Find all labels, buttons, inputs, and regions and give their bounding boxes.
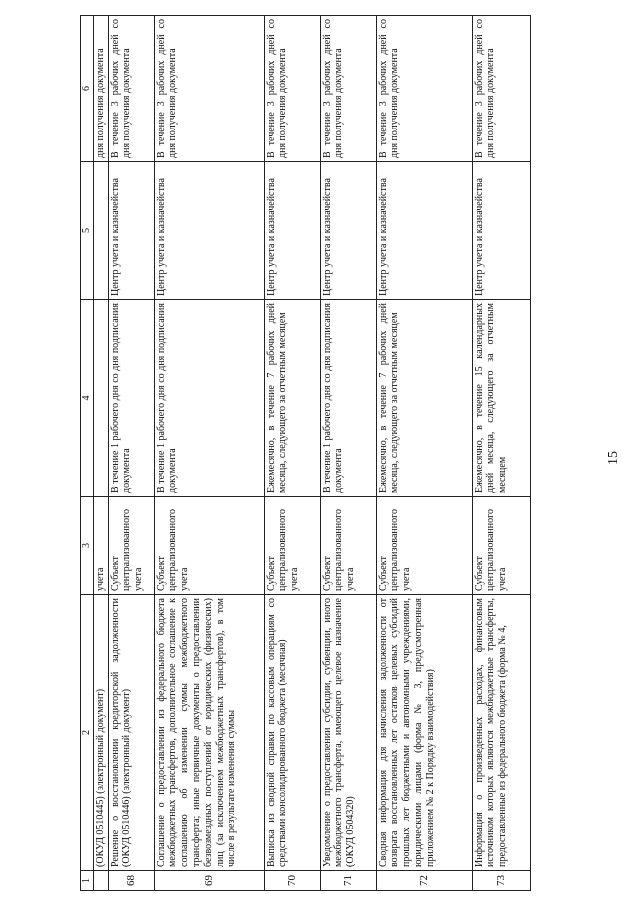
page-number: 15 [606, 451, 621, 465]
deadline-cell: Ежемесячно, в течение 7 рабочих дней месяца, следующего за отчетным месяцем [376, 300, 472, 497]
document-cell: Решение о восстановлении кредиторской задолженности (ОКУД 0510446) (электронный документ) [108, 595, 154, 871]
subject-cell: Субъект централизованного учета [472, 497, 530, 595]
row-number: 68 [108, 871, 154, 891]
document-cell: Сводная информация для начисления задолженности от возврата восстановленных лет остатков целевых субсидий прошлых лет бюджетными и автономными учреждениями, юридическими лицами (форма № 3, предусмотренная приложением № 2 к Порядку взаимодействия) [376, 595, 472, 871]
row-number: 73 [472, 871, 530, 891]
term-cell: В течение 3 рабочих дней со дня получения документа [154, 16, 264, 162]
carry-over-row [93, 16, 108, 891]
row-number: 72 [376, 871, 472, 891]
table-row [320, 16, 376, 891]
term-cell: В течение 3 рабочих дней со дня получения документа [108, 16, 154, 162]
header-cell: 3 [81, 497, 94, 595]
recipient-cell: Центр учета и казначейства [154, 162, 264, 300]
term-cell: В течение 3 рабочих дней со дня получения документа [264, 16, 320, 162]
recipient-cell: Центр учета и казначейства [472, 162, 530, 300]
header-cell: 4 [81, 300, 94, 497]
subject-cell: учета [93, 497, 108, 595]
recipient-cell: Центр учета и казначейства [108, 162, 154, 300]
table-row [472, 16, 530, 891]
document-cell: Уведомление о предоставлении субсидии, субвенции, иного межбюджетного трансферта, имеющего целевое назначение (ОКУД 0504320) [320, 595, 376, 871]
deadline-cell: В течение 1 рабочего дня со дня подписания документа [108, 300, 154, 497]
recipient-cell: Центр учета и казначейства [376, 162, 472, 300]
recipient-cell: Центр учета и казначейства [320, 162, 376, 300]
table-row [376, 16, 472, 891]
header-cell: 1 [81, 871, 94, 891]
deadline-cell [93, 300, 108, 497]
term-cell: В течение 3 рабочих дней со дня получения документа [320, 16, 376, 162]
row-number: 71 [320, 871, 376, 891]
header-cell: 2 [81, 595, 94, 871]
row-number [93, 871, 108, 891]
subject-cell: Субъект централизованного учета [376, 497, 472, 595]
deadline-cell: Ежемесячно, в течение 7 рабочих дней месяца, следующего за отчетным месяцем [264, 300, 320, 497]
subject-cell: Субъект централизованного учета [108, 497, 154, 595]
header-row [81, 16, 94, 891]
header-cell: 5 [81, 162, 94, 300]
document-cell: Соглашение о предоставлении из федерального бюджета межбюджетных трансфертов, дополнительное соглашение к соглашению об изменении суммы межбюджетного трансферта; иные первичные документы о предоставлении безвозмездных поступлений от юридических (физических) лиц (за исключением межбюджетных трансфертов), в том числе в результате изменения суммы [154, 595, 264, 871]
document-flow-table [80, 15, 531, 891]
table-row [154, 16, 264, 891]
row-number: 70 [264, 871, 320, 891]
subject-cell: Субъект централизованного учета [264, 497, 320, 595]
document-cell: Информация о произведенных расходах, финансовым источником которых являются межбюджетные трансферты, предоставленные из федерального бюджета (форма № 4, [472, 595, 530, 871]
table-row [264, 16, 320, 891]
subject-cell: Субъект централизованного учета [154, 497, 264, 595]
table-row [108, 16, 154, 891]
document-cell: Выписка из сводной справки по кассовым операциям со средствами консолидированного бюджета (месячная) [264, 595, 320, 871]
term-cell: дня получения документа [93, 16, 108, 162]
recipient-cell [93, 162, 108, 300]
deadline-cell: В течение 1 рабочего дня со дня подписания документа [320, 300, 376, 497]
subject-cell: Субъект централизованного учета [320, 497, 376, 595]
term-cell: В течение 3 рабочих дней со дня получения документа [472, 16, 530, 162]
row-number: 69 [154, 871, 264, 891]
term-cell: В течение 3 рабочих дней со дня получения документа [376, 16, 472, 162]
header-cell: 6 [81, 16, 94, 162]
document-cell: (ОКУД 0510445) (электронный документ) [93, 595, 108, 871]
recipient-cell: Центр учета и казначейства [264, 162, 320, 300]
deadline-cell: В течение 1 рабочего дня со дня подписания документа [154, 300, 264, 497]
deadline-cell: Ежемесячно, в течение 15 календарных дней месяца, следующего за отчетным месяцем [472, 300, 530, 497]
